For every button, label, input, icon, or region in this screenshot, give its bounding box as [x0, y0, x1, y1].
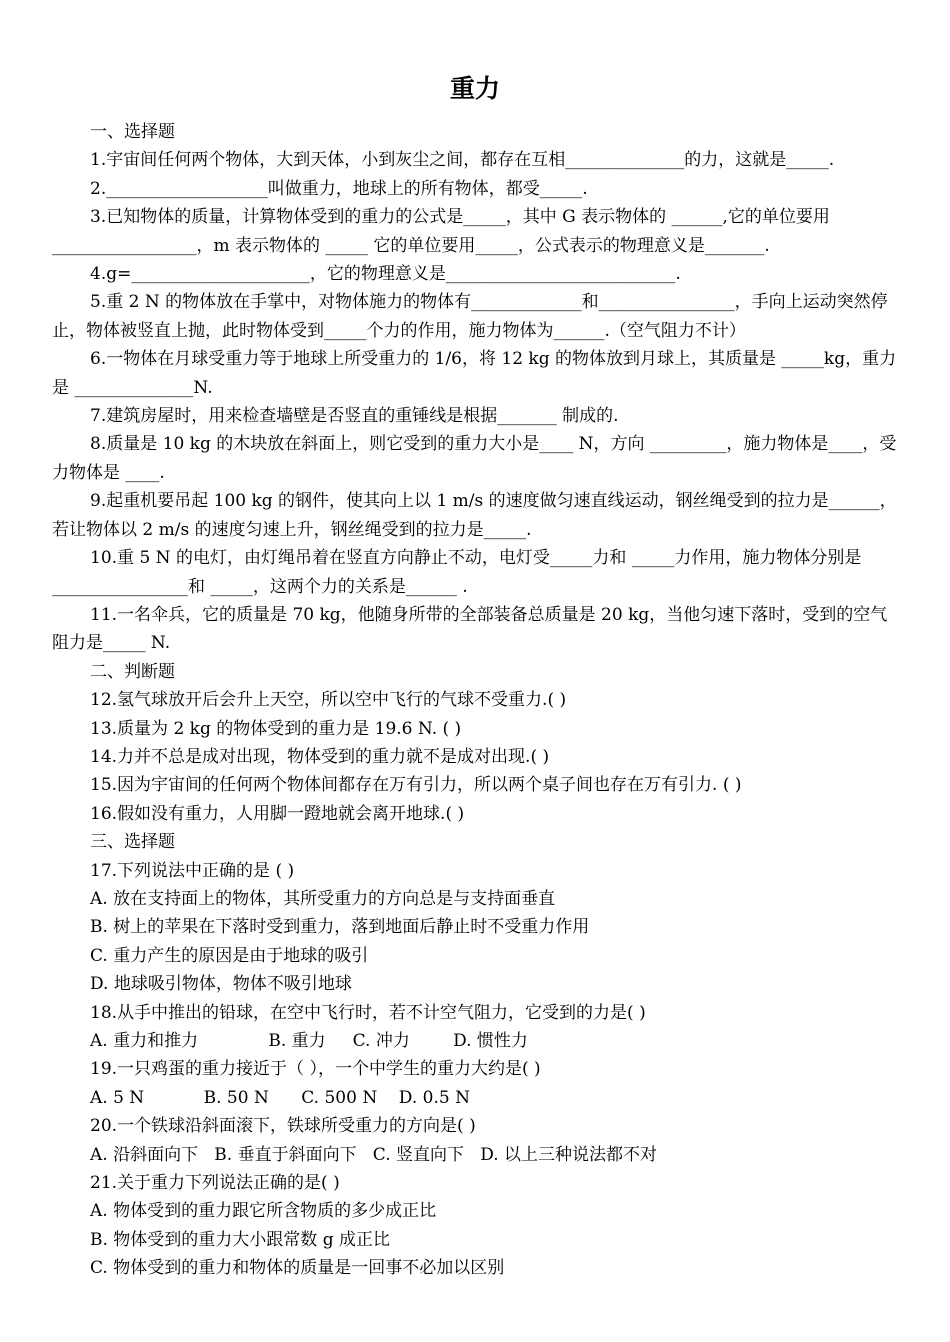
question-4: 4.g=_____________________，它的物理意义是___________________________. [90, 264, 681, 285]
question-8: 8.质量是 10 kg 的木块放在斜面上，则它受到的重力大小是____ N，方向 _________，施力物体是____，受力物体是 ____. [52, 434, 897, 483]
question-3: 3.已知物体的质量，计算物体受到的重力的公式是_____，其中 G 表示物体的 ______,它的单位要用_________________，m 表示物体的 _____ 它的单位要用_____，公式表示的物理意义是_______. [52, 207, 830, 256]
question-5: 5.重 2 N 的物体放在手掌中，对物体施力的物体有_____________和________________，手向上运动突然停止，物体被竖直上抛，此时物体受到_____个力的作用，施力物体为______.（空气阻力不计） [52, 292, 888, 341]
question-9: 9.起重机要吊起 100 kg 的钢件，使其向上以 1 m/s 的速度做匀速直线运动，钢丝绳受到的拉力是______，若让物体以 2 m/s 的速度匀速上升，钢丝绳受到的拉力是_____. [52, 491, 897, 540]
question-19-options: A. 5 N B. 50 N C. 500 N D. 0.5 N [90, 1087, 470, 1108]
question-17-option-b: B. 树上的苹果在下落时受到重力，落到地面后静止时不受重力作用 [90, 917, 590, 938]
section-heading-judge: 二、判断题 [90, 661, 175, 682]
section-heading-choice-2: 三、选择题 [90, 832, 175, 853]
question-21-option-c: C. 物体受到的重力和物体的质量是一回事不必加以区别 [90, 1258, 505, 1279]
question-13: 13.质量为 2 kg 的物体受到的重力是 19.6 N. ( ) [90, 718, 462, 739]
question-14: 14.力并不总是成对出现，物体受到的重力就不是成对出现.( ) [90, 746, 550, 767]
question-11: 11.一名伞兵，它的质量是 70 kg，他随身所带的全部装备总质量是 20 kg，当他匀速下落时，受到的空气阻力是_____ N. [52, 604, 888, 654]
question-1: 1.宇宙间任何两个物体，大到天体，小到灰尘之间，都存在互相______________的力，这就是_____. [90, 150, 835, 171]
question-20: 20.一个铁球沿斜面滚下，铁球所受重力的方向是( ) [90, 1116, 476, 1137]
page-title: 重力 [449, 74, 500, 103]
question-16: 16.假如没有重力，人用脚一蹬地就会离开地球.( ) [90, 803, 465, 824]
question-2: 2.___________________叫做重力，地球上的所有物体，都受_____. [90, 178, 588, 199]
question-17-option-a: A. 放在支持面上的物体，其所受重力的方向总是与支持面垂直 [90, 888, 556, 909]
document-body [52, 118, 904, 1283]
section-heading-choice: 一、选择题 [90, 122, 175, 142]
question-21-option-b: B. 物体受到的重力大小跟常数 g 成正比 [90, 1229, 390, 1250]
question-10: 10.重 5 N 的电灯，由灯绳吊着在竖直方向静止不动，电灯受_____力和 _____力作用，施力物体分别是________________和 _____，这两个力的关系是______ . [52, 548, 862, 597]
question-20-options: A. 沿斜面向下 B. 垂直于斜面向下 C. 竖直向下 D. 以上三种说法都不对 [90, 1144, 658, 1165]
question-17-option-c: C. 重力产生的原因是由于地球的吸引 [90, 945, 369, 966]
question-17: 17.下列说法中正确的是 ( ) [90, 860, 295, 881]
question-21: 21.关于重力下列说法正确的是( ) [90, 1173, 340, 1194]
question-12: 12.氢气球放开后会升上天空，所以空中飞行的气球不受重力.( ) [90, 690, 567, 711]
question-18: 18.从手中推出的铅球，在空中飞行时，若不计空气阻力，它受到的力是( ) [90, 1002, 646, 1023]
question-18-options: A. 重力和推力 B. 重力 C. 冲力 D. 惯性力 [90, 1031, 528, 1051]
question-15: 15.因为宇宙间的任何两个物体间都存在万有引力，所以两个桌子间也存在万有引力. ( ) [90, 775, 742, 796]
question-19: 19.一只鸡蛋的重力接近于（ ），一个中学生的重力大约是( ) [90, 1059, 541, 1080]
question-6: 6.一物体在月球受重力等于地球上所受重力的 1/6，将 12 kg 的物体放到月球上，其质量是 _____kg，重力是 ______________N. [52, 349, 897, 398]
question-21-option-a: A. 物体受到的重力跟它所含物质的多少成正比 [90, 1201, 437, 1222]
question-17-option-d: D. 地球吸引物体，物体不吸引地球 [90, 974, 352, 995]
question-7: 7.建筑房屋时，用来检查墙壁是否竖直的重锤线是根据_______ 制成的. [90, 406, 619, 427]
